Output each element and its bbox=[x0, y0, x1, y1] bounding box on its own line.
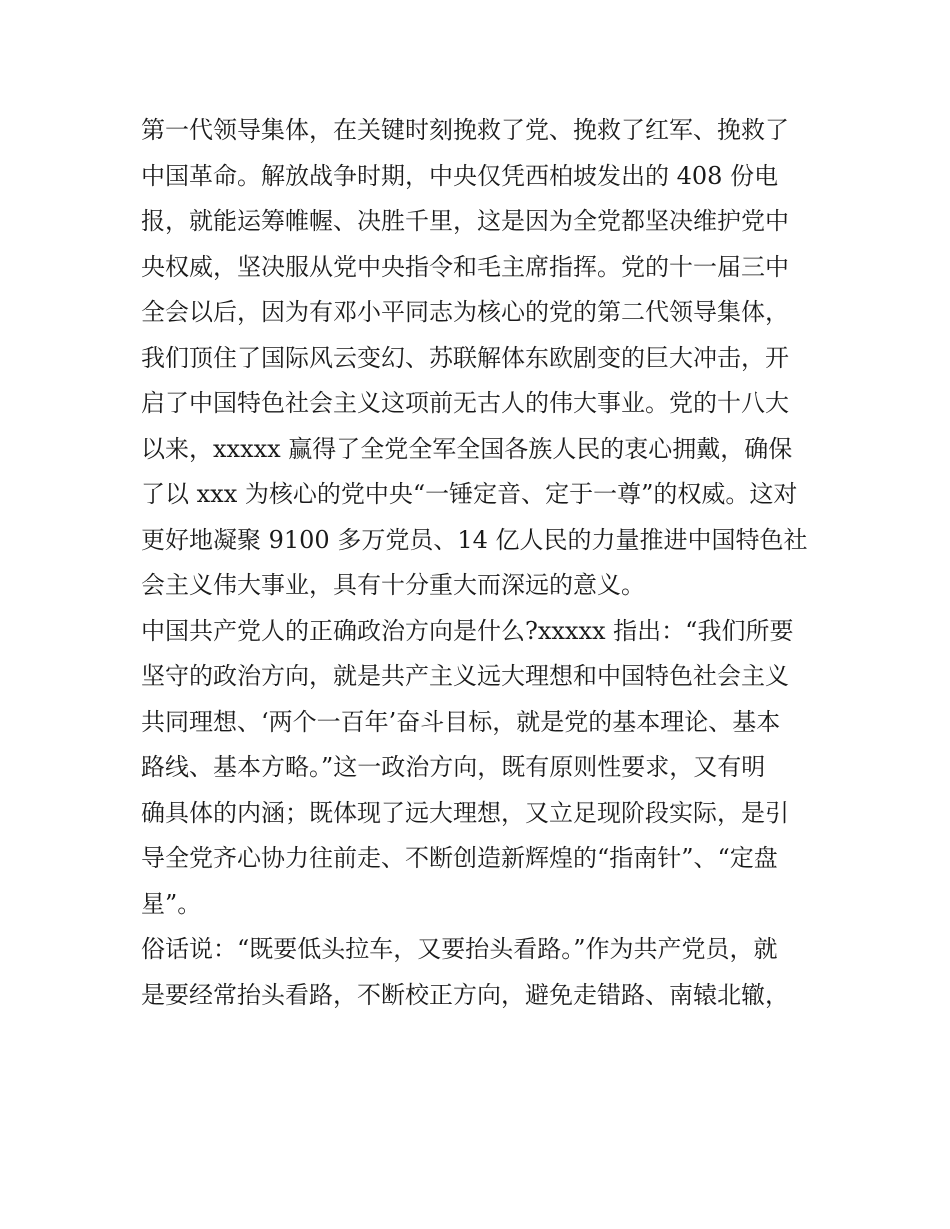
text-line: 确具体的内涵；既体现了远大理想，又立足现阶段实际，是引 bbox=[141, 798, 789, 827]
text-line: 会主义伟大事业，具有十分重大而深远的意义。 bbox=[141, 571, 645, 599]
text-line: 中国共产党人的正确政治方向是什么?xxxxx 指出：“我们所要 bbox=[141, 616, 794, 645]
text-line: 是要经常抬头看路，不断校正方向，避免走错路、南辕北辙， bbox=[141, 980, 789, 1009]
text-line: 了以 xxx 为核心的党中央“一锤定音、定于一尊”的权威。这对 bbox=[141, 480, 798, 508]
text-line: 全会以后，因为有邓小平同志为核心的党的第二代领导集体， bbox=[141, 298, 789, 326]
text-line: 第一代领导集体，在关键时刻挽救了党、挽救了红军、挽救了 bbox=[141, 116, 789, 144]
text-line: 共同理想、‘两个一百年’奋斗目标，就是党的基本理论、基本 bbox=[141, 707, 781, 736]
text-line: 央权威，坚决服从党中央指令和毛主席指挥。党的十一届三中 bbox=[141, 252, 789, 281]
text-line: 导全党齐心协力往前走、不断创造新辉煌的“指南针”、“定盘 bbox=[141, 844, 778, 872]
text-line: 我们顶住了国际风云变幻、苏联解体东欧剧变的巨大冲击，开 bbox=[141, 343, 789, 372]
text-line: 星”。 bbox=[141, 889, 202, 918]
text-line: 俗话说：“既要低头拉车，又要抬头看路。”作为共产党员，就 bbox=[141, 935, 778, 963]
text-line: 中国革命。解放战争时期，中央仅凭西柏坡发出的 408 份电 bbox=[141, 161, 779, 190]
document-body bbox=[141, 108, 821, 1018]
text-line: 坚守的政治方向，就是共产主义远大理想和中国特色社会主义 bbox=[141, 662, 789, 690]
text-line: 路线、基本方略。”这一政治方向，既有原则性要求，又有明 bbox=[141, 753, 766, 781]
text-line: 更好地凝聚 9100 多万党员、14 亿人民的力量推进中国特色社 bbox=[141, 525, 808, 554]
text-line: 启了中国特色社会主义这项前无古人的伟大事业。党的十八大 bbox=[141, 389, 789, 417]
text-line: 报，就能运筹帷幄、决胜千里，这是因为全党都坚决维护党中 bbox=[141, 207, 789, 235]
text-line: 以来，xxxxx 赢得了全党全军全国各族人民的衷心拥戴，确保 bbox=[141, 434, 793, 463]
